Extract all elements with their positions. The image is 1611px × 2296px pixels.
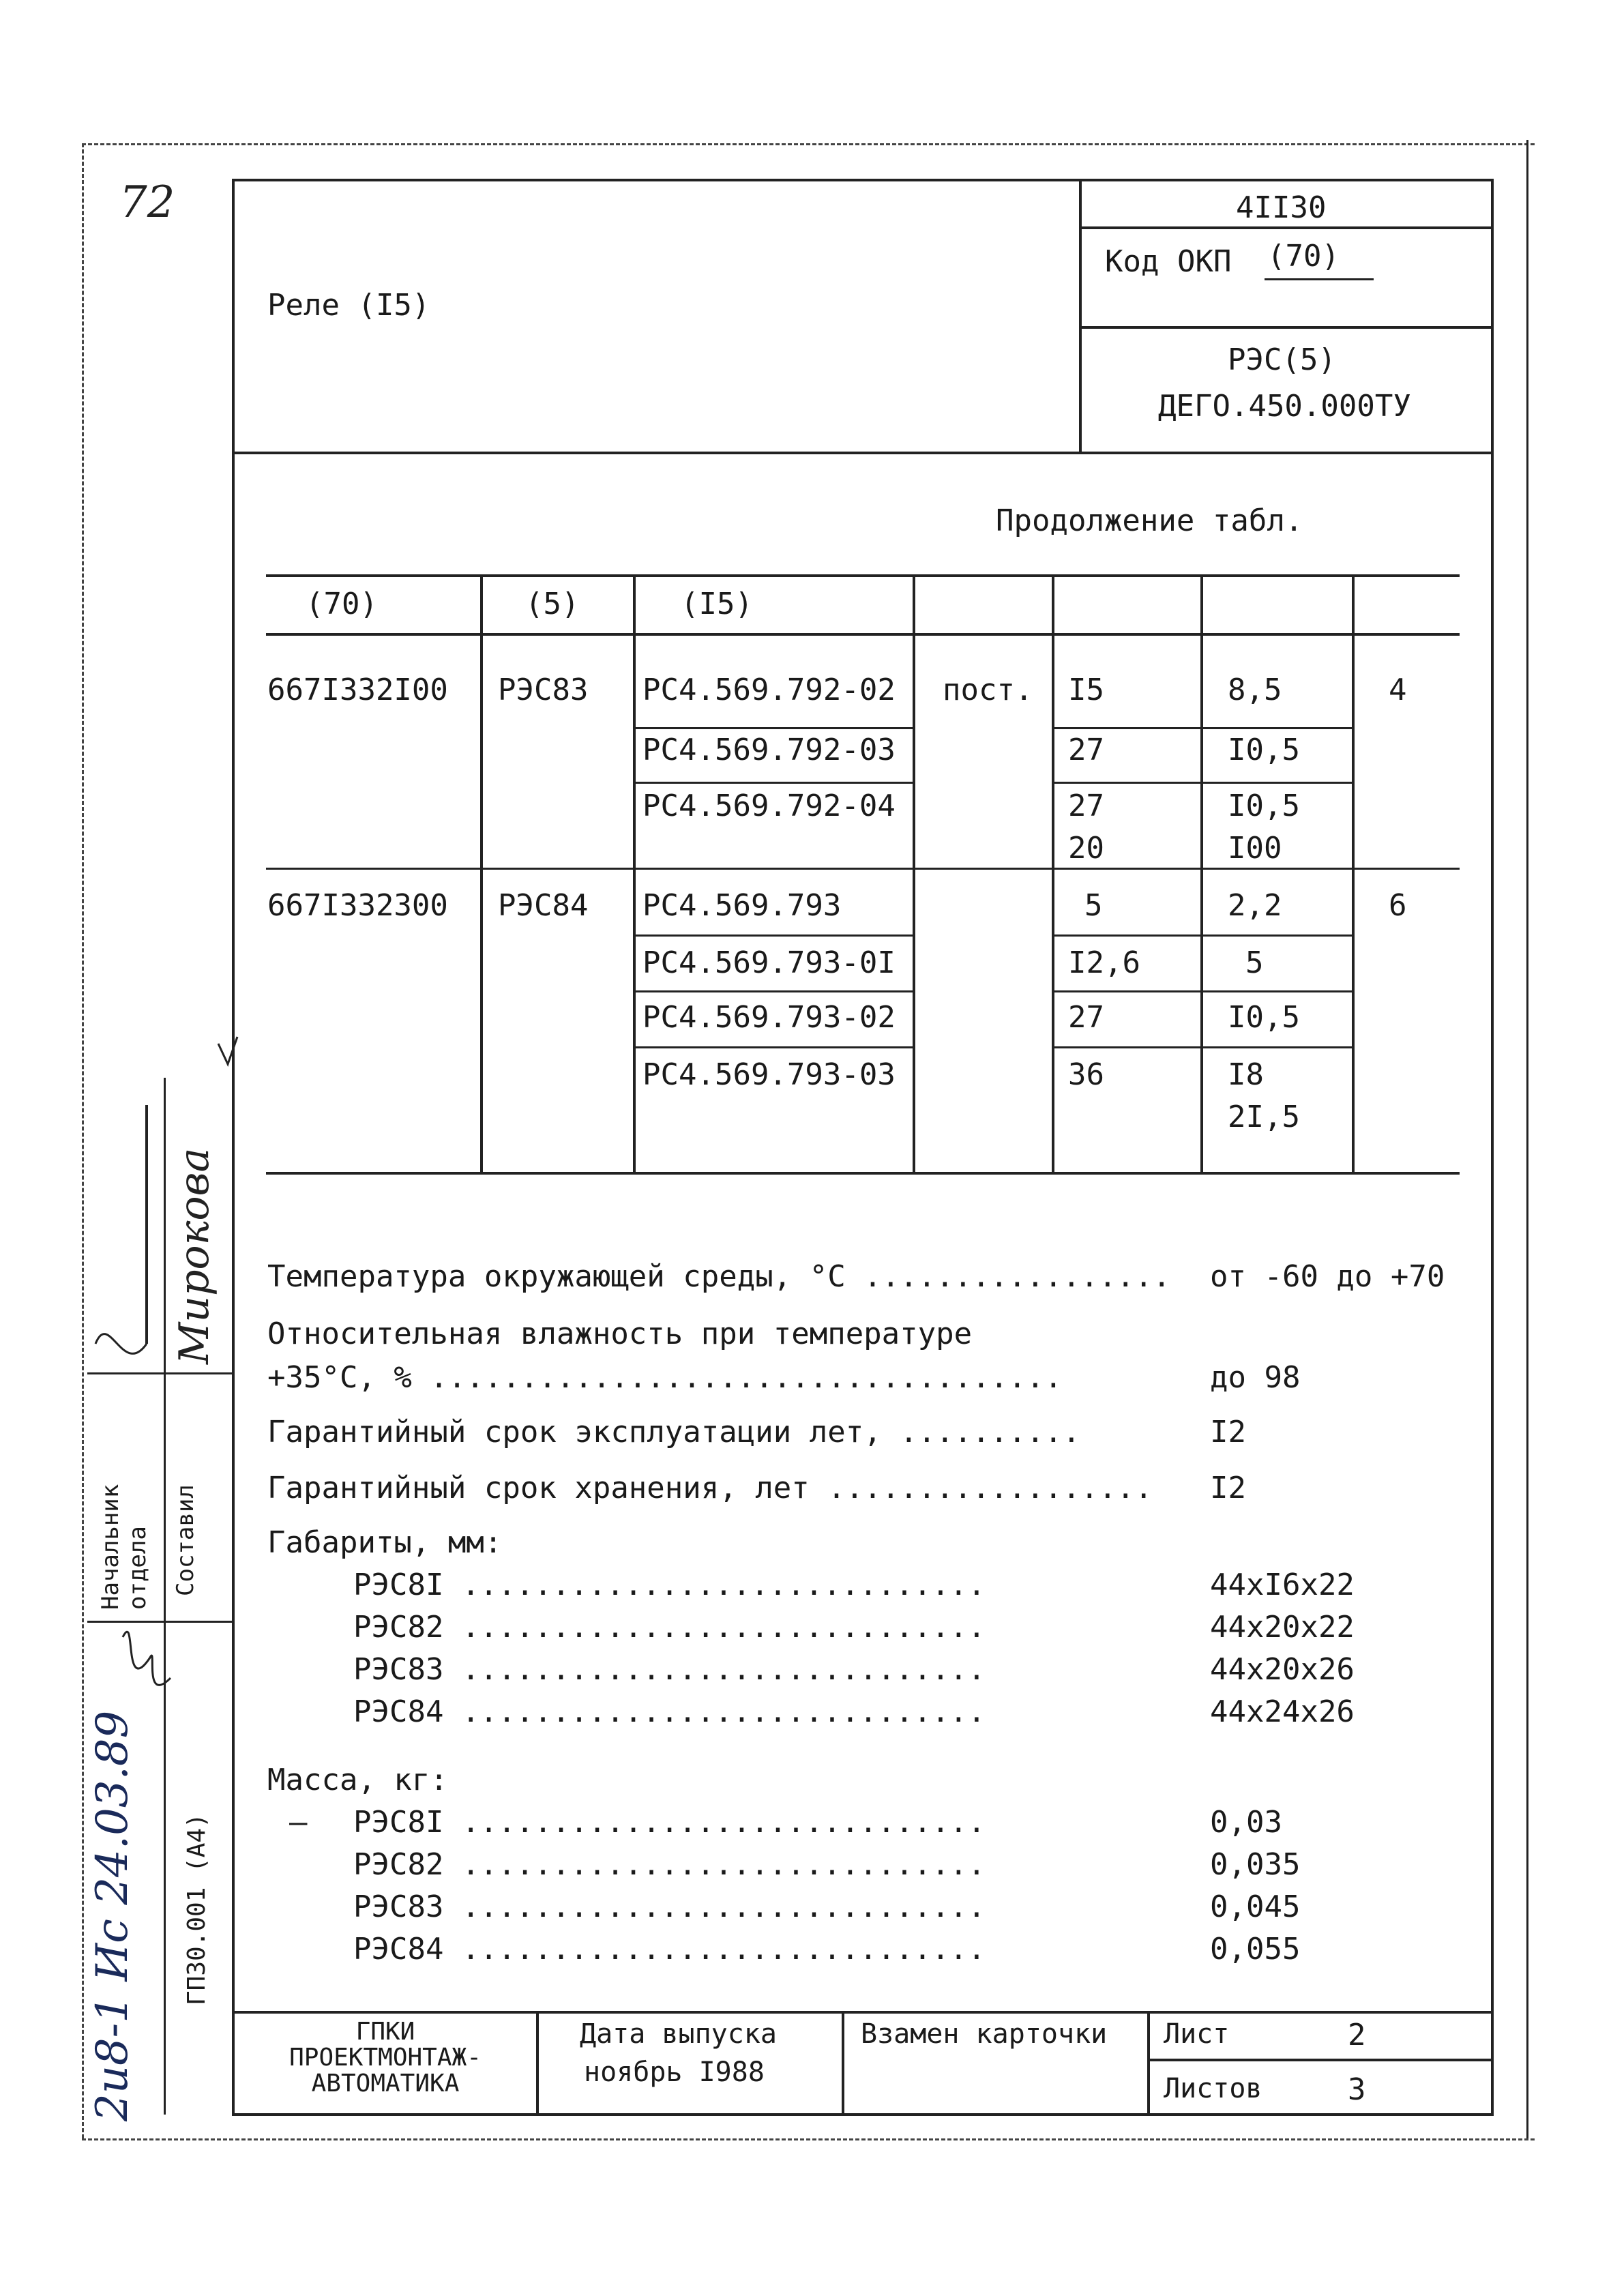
table-cell-doc: РС4.569.793-03	[642, 1057, 896, 1092]
author-signature: Мирокова	[171, 1147, 218, 1364]
spec-temperature-label: Температура окружающей среды,	[267, 1259, 810, 1294]
spec-warranty-use: Гарантийный срок эксплуатации лет, ..........	[267, 1415, 1081, 1449]
footer-sheet-line	[1147, 2059, 1491, 2061]
dims-row: РЭС82 .............................	[353, 1610, 986, 1645]
mass-value: 0,03	[1210, 1805, 1282, 1840]
table-group-line	[266, 868, 1460, 870]
table-col-3	[913, 574, 915, 1172]
margin-head-label-2: отдела	[124, 1526, 151, 1610]
table-cell-count: 4	[1389, 673, 1407, 707]
spec-temperature-value: от -60 до +70	[1210, 1259, 1445, 1294]
frame-right	[1491, 179, 1494, 2116]
table-continuation: Продолжение табл.	[996, 503, 1303, 538]
sheet-label: Лист	[1164, 2018, 1230, 2050]
table-cell-type: пост.	[943, 673, 1033, 707]
row-sep	[1052, 1046, 1352, 1048]
replaces-card-label: Взамен карточки	[861, 2018, 1108, 2050]
table-col-5	[1200, 574, 1203, 1172]
footer-col-3	[1147, 2011, 1150, 2113]
table-cell-value: I0,5	[1228, 789, 1300, 823]
dims-name: РЭС83	[353, 1652, 444, 1687]
row-sep	[633, 727, 913, 729]
spec-warranty-use-label: Гарантийный срок эксплуатации лет,	[267, 1415, 882, 1449]
table-header-cell: (5)	[525, 587, 580, 621]
spec-mass-label: Масса, кг:	[267, 1763, 448, 1797]
outer-border-right	[1526, 140, 1528, 2138]
table-cell-doc: РС4.569.792-02	[642, 673, 896, 707]
org-line-1: ГПКИ	[355, 2018, 415, 2046]
table-cell-value: 5	[1084, 888, 1103, 923]
table-top-line	[266, 574, 1460, 577]
dims-name: РЭС84	[353, 1694, 444, 1729]
table-cell-value: 5	[1245, 945, 1264, 980]
spec-warranty-use-value: I2	[1210, 1415, 1246, 1449]
spec-humidity-value: до 98	[1210, 1360, 1301, 1395]
spec-name: РЭС(5)	[1228, 342, 1336, 377]
registration-stamp: 2и8-1 Ис 24.03.89	[87, 1710, 138, 2121]
table-cell-value: I0,5	[1228, 733, 1300, 767]
outer-border-bottom	[82, 2138, 1535, 2140]
table-col-4	[1052, 574, 1054, 1172]
org-line-2: ПРОЕКТМОНТАЖ-	[289, 2043, 482, 2072]
mass-dash: —	[289, 1805, 308, 1840]
table-cell-value: I5	[1068, 673, 1104, 707]
header-okp-line	[1079, 326, 1494, 329]
footer-col-1	[536, 2011, 539, 2113]
spec-warranty-store-value: I2	[1210, 1471, 1246, 1505]
mass-value: 0,045	[1210, 1889, 1301, 1924]
table-cell-value: I8	[1228, 1057, 1264, 1092]
mass-row: РЭС83 .............................	[353, 1889, 986, 1924]
mass-name: РЭС82	[353, 1847, 444, 1882]
spec-humidity-label: Относительная влажность при температуре	[267, 1316, 973, 1351]
row-sep	[633, 990, 913, 992]
spec-dimensions-label: Габариты, мм:	[267, 1525, 503, 1560]
org-line-3: АВТОМАТИКА	[311, 2069, 460, 2098]
mass-name: РЭС8I	[353, 1805, 444, 1840]
table-cell-value: I00	[1228, 831, 1282, 866]
spec-humidity: +35°С, % ...................................	[267, 1360, 1063, 1395]
table-cell-code: 667I332I00	[267, 673, 448, 707]
row-sep	[1052, 934, 1352, 937]
signature-stroke-icon	[123, 1632, 171, 1685]
margin-form-code: ГП30.001 (А4)	[183, 1813, 211, 2005]
dims-name: РЭС8I	[353, 1568, 444, 1602]
table-col-1	[480, 574, 483, 1172]
table-cell-value: 20	[1068, 831, 1104, 866]
table-cell-count: 6	[1389, 888, 1407, 923]
mass-name: РЭС84	[353, 1932, 444, 1967]
page-number: 72	[119, 177, 175, 228]
frame-bottom	[232, 2113, 1494, 2116]
footer-top-line	[232, 2011, 1494, 2014]
sheets-total: 3	[1348, 2072, 1366, 2107]
row-sep	[633, 1046, 913, 1048]
table-cell-value: 2I,5	[1228, 1100, 1300, 1134]
row-sep	[1052, 782, 1352, 784]
spec-humidity-label-2: +35°С, %	[267, 1360, 412, 1395]
dims-value: 44х20х22	[1210, 1610, 1355, 1645]
okp-label: Код ОКП	[1105, 244, 1232, 279]
mass-value: 0,055	[1210, 1932, 1301, 1967]
row-sep	[633, 934, 913, 937]
release-date-value: ноябрь I988	[584, 2057, 765, 2088]
spec-temperature: Температура окружающей среды, °С .................	[267, 1259, 1171, 1294]
table-cell-doc: РС4.569.792-04	[642, 789, 896, 823]
footer-organization	[246, 2019, 525, 2096]
product-code: 4II30	[1236, 190, 1327, 225]
table-cell-value: 27	[1068, 1000, 1104, 1035]
table-cell-doc: РС4.569.792-03	[642, 733, 896, 767]
mass-row: РЭС84 .............................	[353, 1932, 986, 1967]
margin-head-label-1: Начальник	[97, 1484, 124, 1610]
checkmark-icon	[218, 1037, 237, 1064]
table-cell-relay: РЭС84	[498, 888, 589, 923]
dims-row: РЭС83 .............................	[353, 1652, 986, 1687]
margin-author-label: Составил	[172, 1484, 199, 1596]
row-sep	[633, 782, 913, 784]
sheet-number: 2	[1348, 2018, 1366, 2052]
okp-underline	[1265, 278, 1374, 280]
table-cell-value: 36	[1068, 1057, 1104, 1092]
table-cell-relay: РЭС83	[498, 673, 589, 707]
spec-temperature-unit: °С	[809, 1259, 846, 1294]
spec-document: ДЕГО.450.000ТУ	[1158, 389, 1411, 424]
table-bottom-line	[266, 1172, 1460, 1175]
dims-row: РЭС8I .............................	[353, 1568, 986, 1602]
mass-value: 0,035	[1210, 1847, 1301, 1882]
table-header-line	[266, 633, 1460, 636]
spec-warranty-store: Гарантийный срок хранения, лет ..................	[267, 1471, 1153, 1505]
outer-border-top	[82, 143, 1535, 145]
table-header-cell: (70)	[306, 587, 378, 621]
release-date-label: Дата выпуска	[580, 2018, 777, 2050]
table-cell-value: 27	[1068, 733, 1104, 767]
table-col-6	[1352, 574, 1355, 1172]
footer-col-2	[842, 2011, 844, 2113]
dims-value: 44х24х26	[1210, 1694, 1355, 1729]
row-sep	[1052, 990, 1352, 992]
frame-top	[232, 179, 1494, 181]
table-cell-doc: РС4.569.793-02	[642, 1000, 896, 1035]
table-cell-doc: РС4.569.793	[642, 888, 842, 923]
dims-value: 44хI6х22	[1210, 1568, 1355, 1602]
row-sep	[1052, 727, 1352, 729]
table-cell-value: 8,5	[1228, 673, 1282, 707]
signature-scribbles-svg	[82, 1023, 246, 1733]
table-cell-value: 27	[1068, 789, 1104, 823]
header-bottom-line	[232, 452, 1494, 454]
mass-row: РЭС82 .............................	[353, 1847, 986, 1882]
signature-stroke-icon	[95, 1334, 147, 1354]
sheets-total-label: Листов	[1164, 2073, 1262, 2104]
dims-row: РЭС84 .............................	[353, 1694, 986, 1729]
header-divider	[1079, 179, 1082, 452]
table-cell-code: 667I332300	[267, 888, 448, 923]
table-cell-value: I0,5	[1228, 1000, 1300, 1035]
table-cell-value: 2,2	[1228, 888, 1282, 923]
mass-name: РЭС83	[353, 1889, 444, 1924]
table-col-2	[633, 574, 636, 1172]
dims-name: РЭС82	[353, 1610, 444, 1645]
relay-title: Реле (I5)	[267, 288, 430, 323]
table-cell-doc: РС4.569.793-0I	[642, 945, 896, 980]
dims-value: 44х20х26	[1210, 1652, 1355, 1687]
table-header-cell: (I5)	[681, 587, 753, 621]
okp-value: (70)	[1267, 239, 1340, 274]
header-code-line	[1079, 226, 1494, 229]
table-cell-value: I2,6	[1068, 945, 1140, 980]
spec-warranty-store-label: Гарантийный срок хранения, лет	[267, 1471, 810, 1505]
mass-row: РЭС8I .............................	[353, 1805, 986, 1840]
